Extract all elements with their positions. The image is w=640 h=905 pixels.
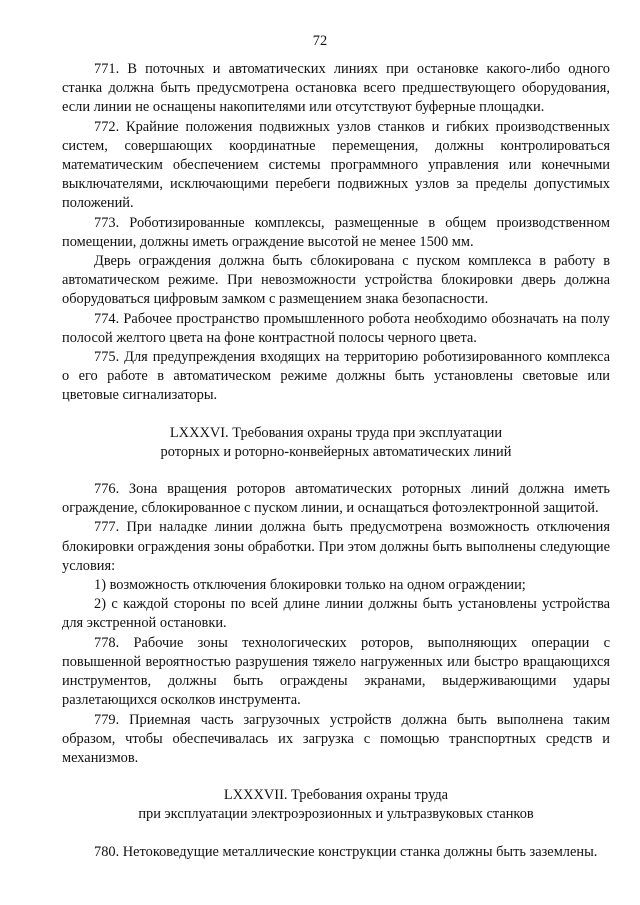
paragraph-774: 774. Рабочее пространство промышленного робота необходимо обозначать на полу полосой желтого цвета на фоне контрастной полосы черного цвета. (62, 310, 610, 346)
paragraph-778: 778. Рабочие зоны технологических роторов, выполняющих операции с повышенной вероятностью разрушения тяжело нагруженных или быстро вращающихся инструментов, должны быть ограждены экранами, выдерживающими удары разлетающихся осколков инструмента. (62, 634, 610, 709)
paragraph-777: 777. При наладке линии должна быть предусмотрена возможность отключения блокировки ограждения зоны обработки. При этом должны быть выполнены следующие условия: (62, 519, 610, 574)
paragraph-780: 780. Нетоковедущие металлические конструкции станка должны быть заземлены. (94, 843, 598, 860)
section-heading-lxxxvi (62, 424, 610, 462)
section-heading-line: при эксплуатации электроэрозионных и ультразвуковых станков (138, 806, 534, 823)
paragraph-772: 772. Крайние положения подвижных узлов станков и гибких производственных систем, совершающих координатные перемещения, должны контролироваться математическим обеспечением системы программного управления или конечными выключателями, исключающими перебеги подвижных узлов за пределы допустимых положений. (62, 118, 610, 212)
paragraph-777-item-2: 2) с каждой стороны по всей длине линии должны быть установлены устройства для экстренной остановки. (62, 596, 610, 632)
paragraph-776: 776. Зона вращения роторов автоматических роторных линий должна иметь ограждение, сблокированное с пуском линии, и оснащаться фотоэлектронной защитой. (62, 481, 610, 517)
paragraph-773-door: Дверь ограждения должна быть сблокирована с пуском комплекса в работу в автоматическом режиме. При невозможности устройства блокировки дверь должна оборудоваться цифровым замком с размещением знака безопасности. (62, 253, 610, 308)
section-heading-line: LXXXVI. Требования охраны труда при эксплуатации (169, 424, 503, 441)
section-heading-lxxxvii (62, 786, 610, 824)
paragraph-779: 779. Приемная часть загрузочных устройств должна быть выполнена таким образом, чтобы обеспечивалась их загрузка с помощью транспортных средств и механизмов. (62, 711, 610, 766)
paragraph-777-item-1: 1) возможность отключения блокировки только на одном ограждении; (94, 577, 526, 594)
paragraph-771: 771. В поточных и автоматических линиях при остановке какого-либо одного станка должна быть предусмотрена остановка всего предшествующего оборудования, если линии не оснащены накопителями или отсутствуют буферные площадки. (62, 61, 610, 116)
section-heading-line: LXXXVII. Требования охраны труда (223, 787, 449, 804)
section-heading-line: роторных и роторно-конвейерных автоматических линий (160, 443, 512, 460)
page-content (62, 60, 610, 862)
page-number: 72 (312, 33, 328, 49)
paragraph-775: 775. Для предупреждения входящих на территорию роботизированного комплекса о его работе в автоматическом режиме должны быть установлены световые или цветовые сигнализаторы. (62, 349, 610, 404)
paragraph-773: 773. Роботизированные комплексы, размещенные в общем производственном помещении, должны иметь ограждение высотой не менее 1500 мм. (62, 214, 610, 250)
